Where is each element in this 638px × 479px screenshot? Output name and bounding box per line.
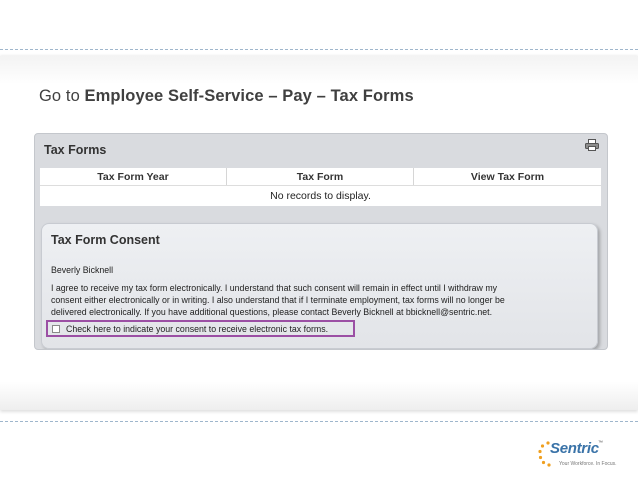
- logo-wordmark: Sentric: [550, 440, 599, 457]
- top-divider: [0, 49, 638, 50]
- heading-prefix: Go to: [39, 87, 85, 105]
- slide-heading: [39, 87, 414, 106]
- bottom-divider: [0, 421, 638, 422]
- logo-trademark: ™: [598, 440, 603, 446]
- column-header-tax-form-year[interactable]: Tax Form Year: [40, 168, 227, 186]
- consent-checkbox[interactable]: [52, 325, 60, 333]
- consent-body-line: delivered electronically. If you have additional questions, please contact Beverly Bicknell at bbicknell@sentric.net.: [51, 307, 493, 317]
- consent-body-line: consent either electronically or in writing. I also understand that if I terminate employment, tax forms will no longer be: [51, 295, 505, 305]
- consent-checkbox-label[interactable]: Check here to indicate your consent to receive electronic tax forms.: [66, 323, 329, 334]
- tax-forms-panel: [34, 133, 608, 350]
- employee-name: Beverly Bicknell: [51, 265, 114, 275]
- consent-body: [51, 282, 591, 318]
- heading-path: Employee Self-Service – Pay – Tax Forms: [84, 87, 414, 105]
- empty-message: No records to display.: [270, 190, 371, 202]
- logo-tagline: Your Workforce. In Focus.: [559, 461, 617, 467]
- tax-forms-table: [40, 168, 601, 206]
- print-icon[interactable]: [585, 139, 599, 151]
- tax-form-consent-section: [41, 223, 598, 349]
- consent-body-line: I agree to receive my tax form electronically. I understand that such consent will remain in effect until I withdraw my: [51, 283, 498, 293]
- column-header-tax-form[interactable]: Tax Form: [227, 168, 414, 186]
- sentric-logo: [538, 439, 628, 473]
- table-row: [40, 186, 601, 207]
- tax-forms-title: Tax Forms: [44, 143, 107, 157]
- consent-checkbox-highlight: [46, 320, 355, 337]
- column-header-view-tax-form[interactable]: View Tax Form: [414, 168, 602, 186]
- consent-title: Tax Form Consent: [51, 233, 160, 247]
- table-header-row: [40, 168, 601, 186]
